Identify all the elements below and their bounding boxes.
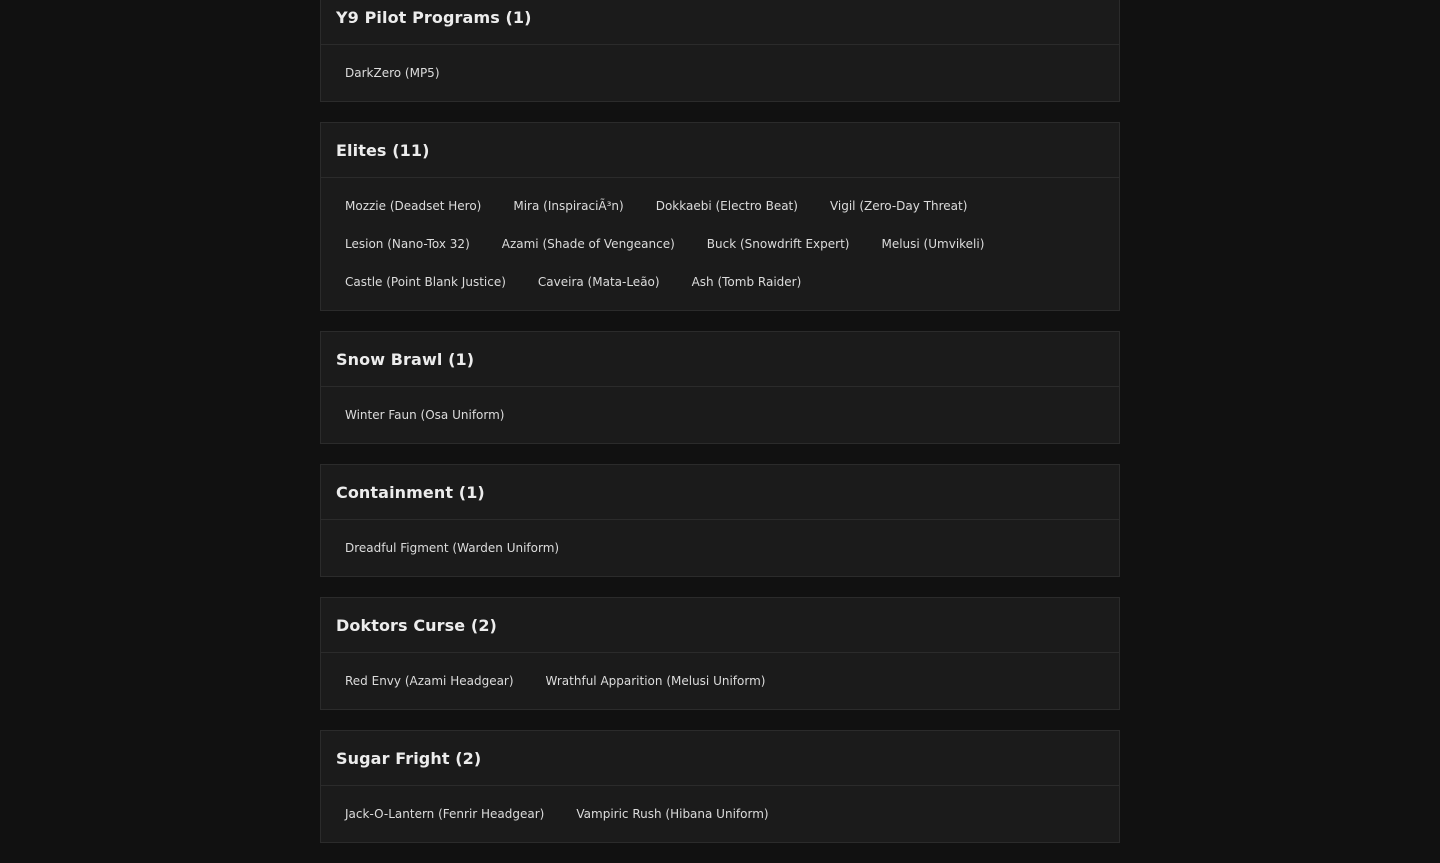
section-items (321, 45, 1119, 101)
section-title: Doktors Curse (2) (336, 615, 497, 635)
section-header[interactable] (321, 731, 1119, 786)
item-mira[interactable]: Mira (InspiraciÃ³n) (513, 199, 624, 213)
section-items (321, 653, 1119, 709)
section-items (321, 786, 1119, 842)
item-buck[interactable]: Buck (Snowdrift Expert) (706, 237, 850, 251)
item-row (329, 795, 1111, 833)
section-items (321, 520, 1119, 576)
section-header[interactable] (321, 465, 1119, 520)
section-title: Y9 Pilot Programs (1) (336, 7, 532, 27)
item-dokkaebi[interactable]: Dokkaebi (Electro Beat) (655, 199, 798, 213)
section-title: Elites (11) (336, 140, 430, 160)
item-vigil[interactable]: Vigil (Zero-Day Threat) (829, 199, 968, 213)
item-row (329, 662, 1111, 700)
item-row (329, 396, 1111, 434)
collection-list (320, 0, 1120, 863)
section-title: Snow Brawl (1) (336, 349, 475, 369)
item-castle[interactable]: Castle (Point Blank Justice) (345, 275, 506, 289)
section-card (320, 122, 1120, 311)
section-header[interactable] (321, 598, 1119, 653)
item-row (329, 263, 1111, 301)
section-header[interactable] (321, 0, 1119, 45)
section-card (320, 730, 1120, 843)
item-row (329, 54, 1111, 92)
section-card (320, 464, 1120, 577)
item-row (329, 529, 1111, 567)
item-lesion[interactable]: Lesion (Nano-Tox 32) (345, 237, 470, 251)
item-wrathful-apparition[interactable]: Wrathful Apparition (Melusi Uniform) (545, 674, 766, 688)
item-melusi[interactable]: Melusi (Umvikeli) (881, 237, 985, 251)
item-dreadful-figment[interactable]: Dreadful Figment (Warden Uniform) (345, 541, 560, 555)
section-title: Sugar Fright (2) (336, 748, 482, 768)
section-header[interactable] (321, 123, 1119, 178)
item-row (329, 225, 1111, 263)
item-jack-o-lantern[interactable]: Jack-O-Lantern (Fenrir Headgear) (345, 807, 545, 821)
item-mozzie[interactable]: Mozzie (Deadset Hero) (345, 199, 482, 213)
item-winter-faun[interactable]: Winter Faun (Osa Uniform) (345, 408, 505, 422)
item-vampiric-rush[interactable]: Vampiric Rush (Hibana Uniform) (576, 807, 769, 821)
section-card (320, 331, 1120, 444)
section-title: Containment (1) (336, 482, 485, 502)
section-card (320, 597, 1120, 710)
section-card (320, 0, 1120, 102)
section-header[interactable] (321, 332, 1119, 387)
item-azami[interactable]: Azami (Shade of Vengeance) (501, 237, 675, 251)
item-darkzero[interactable]: DarkZero (MP5) (345, 66, 440, 80)
section-items (321, 178, 1119, 310)
item-row (329, 187, 1111, 225)
section-items (321, 387, 1119, 443)
item-red-envy[interactable]: Red Envy (Azami Headgear) (345, 674, 514, 688)
item-caveira[interactable]: Caveira (Mata-Leão) (537, 275, 660, 289)
item-ash[interactable]: Ash (Tomb Raider) (691, 275, 802, 289)
